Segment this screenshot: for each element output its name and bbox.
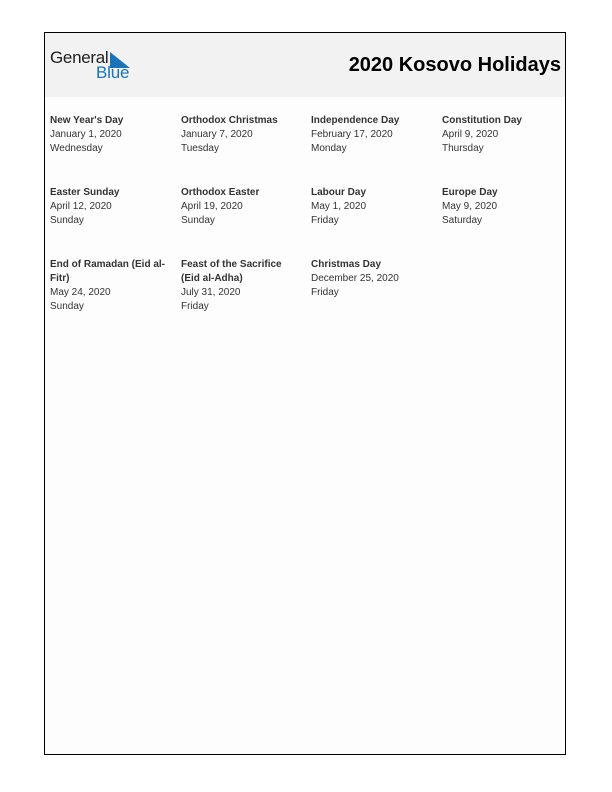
holiday-name: Labour Day: [311, 187, 367, 198]
holiday-weekday: Friday: [311, 287, 339, 298]
holiday-entry: [181, 258, 299, 314]
logo: [50, 48, 140, 84]
holiday-date: April 12, 2020: [50, 201, 112, 212]
holiday-weekday: Monday: [311, 143, 347, 154]
holiday-entry: [311, 258, 429, 300]
holiday-date: December 25, 2020: [311, 273, 399, 284]
header: [45, 33, 565, 97]
holiday-entry: [442, 114, 560, 156]
holiday-name: Easter Sunday: [50, 187, 120, 198]
holiday-name: End of Ramadan (Eid al-Fitr): [50, 259, 166, 284]
holiday-weekday: Friday: [311, 215, 339, 226]
holiday-date: May 24, 2020: [50, 287, 111, 298]
holiday-entry: [181, 186, 299, 228]
holiday-entry: [50, 258, 168, 314]
holiday-entry: [311, 114, 429, 156]
holiday-name: Europe Day: [442, 187, 498, 198]
holiday-name: Feast of the Sacrifice (Eid al-Adha): [181, 259, 282, 284]
page-title: 2020 Kosovo Holidays: [348, 54, 561, 76]
holiday-weekday: Sunday: [50, 215, 84, 226]
holiday-entry: [50, 186, 168, 228]
logo-general-text: General: [50, 48, 109, 67]
holiday-name: Orthodox Easter: [181, 187, 260, 198]
holiday-entry: [181, 114, 299, 156]
logo-blue-text: Blue: [96, 63, 130, 82]
holiday-name: Independence Day: [311, 115, 400, 126]
holiday-date: February 17, 2020: [311, 129, 393, 140]
holiday-weekday: Sunday: [50, 301, 84, 312]
holiday-name: New Year's Day: [50, 115, 124, 126]
holiday-weekday: Tuesday: [181, 143, 219, 154]
holiday-entry: [50, 114, 168, 156]
holiday-entry: [442, 186, 560, 228]
holiday-date: July 31, 2020: [181, 287, 241, 298]
holiday-weekday: Sunday: [181, 215, 215, 226]
holiday-date: April 9, 2020: [442, 129, 499, 140]
holiday-date: January 1, 2020: [50, 129, 122, 140]
holiday-date: April 19, 2020: [181, 201, 243, 212]
holiday-date: May 9, 2020: [442, 201, 498, 212]
holiday-weekday: Saturday: [442, 215, 483, 226]
holiday-entry: [311, 186, 429, 228]
holiday-date: January 7, 2020: [181, 129, 253, 140]
holiday-name: Orthodox Christmas: [181, 115, 278, 126]
holiday-date: May 1, 2020: [311, 201, 367, 212]
holiday-weekday: Wednesday: [50, 143, 103, 154]
holiday-name: Constitution Day: [442, 115, 522, 126]
holiday-weekday: Thursday: [442, 143, 484, 154]
page-frame: [44, 32, 566, 755]
holiday-name: Christmas Day: [311, 259, 382, 270]
holiday-weekday: Friday: [181, 301, 209, 312]
